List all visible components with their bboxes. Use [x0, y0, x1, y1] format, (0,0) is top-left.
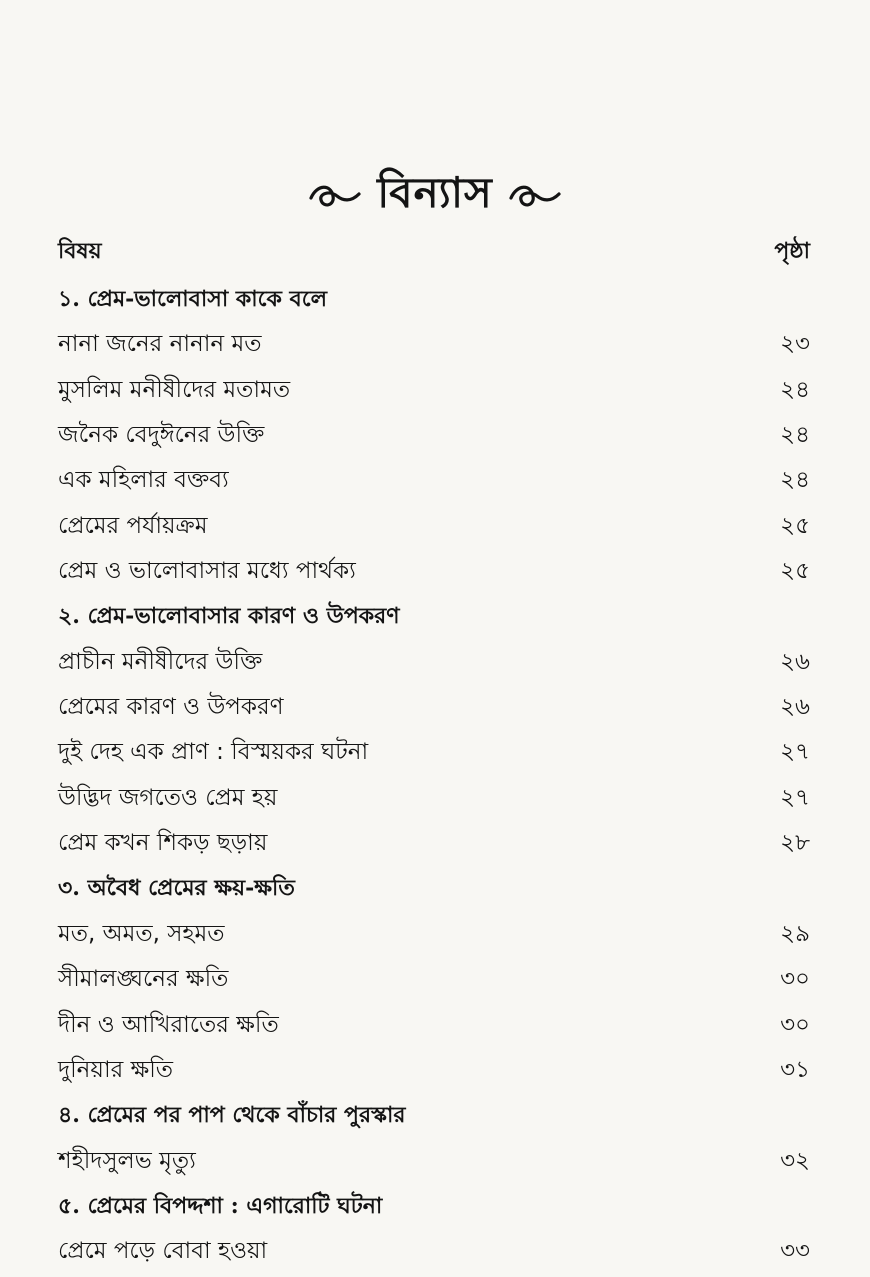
entry-title: দুনিয়ার ক্ষতি	[58, 1056, 174, 1083]
entry-title: এক মহিলার বক্তব্য	[58, 467, 229, 494]
entry-title: প্রেমের পর্যায়ক্রম	[58, 512, 208, 539]
page-number: ২৪	[780, 467, 810, 494]
entry-title: সীমালঙ্ঘনের ক্ষতি	[58, 966, 229, 993]
page-number: ২৪	[780, 376, 810, 403]
column-header	[58, 234, 810, 264]
entry-title: প্রাচীন মনীষীদের উক্তি	[58, 648, 263, 675]
chapter-heading	[58, 1095, 810, 1140]
toc-entry	[58, 506, 810, 551]
toc-entry	[58, 732, 810, 777]
toc-entry	[58, 642, 810, 687]
topic-column-label: বিষয়	[58, 239, 102, 264]
page-number: ২৫	[780, 512, 810, 539]
toc-entry	[58, 1231, 810, 1276]
chapter-title: ৩. অবৈধ প্রেমের ক্ষয়-ক্ষতি	[58, 875, 295, 902]
entry-title: প্রেম কখন শিকড় ছড়ায়	[58, 830, 268, 857]
page-number: ২৫	[780, 558, 810, 585]
page-number: ২৬	[780, 694, 810, 721]
toc-list	[58, 279, 810, 1277]
entry-title: শহীদসুলভ মৃত্যু	[58, 1147, 196, 1174]
toc-entry	[58, 460, 810, 505]
toc-entry	[58, 1141, 810, 1186]
chapter-title: ৪. প্রেমের পর পাপ থেকে বাঁচার পুরস্কার	[58, 1102, 406, 1129]
toc-entry	[58, 1005, 810, 1050]
entry-title: নানা জনের নানান মত	[58, 331, 262, 358]
title-row	[0, 160, 870, 231]
toc-entry	[58, 778, 810, 823]
left-flourish-icon	[307, 176, 363, 216]
entry-title: মত, অমত, সহমত	[58, 920, 225, 947]
page-number: ৩২	[780, 1147, 810, 1174]
page-number: ২৩	[780, 331, 810, 358]
toc-entry	[58, 687, 810, 732]
toc-entry	[58, 551, 810, 596]
page-number: ২৭	[780, 739, 810, 766]
page-number: ২৪	[780, 422, 810, 449]
entry-title: দীন ও আখিরাতের ক্ষতি	[58, 1011, 279, 1038]
chapter-title: ১. প্রেম-ভালোবাসা কাকে বলে	[58, 286, 328, 312]
page-number: ২৮	[780, 830, 810, 857]
toc-entry	[58, 370, 810, 415]
entry-title: মুসলিম মনীষীদের মতামত	[58, 376, 291, 403]
entry-title: প্রেমের কারণ ও উপকরণ	[58, 694, 284, 721]
entry-title: প্রেম ও ভালোবাসার মধ্যে পার্থক্য	[58, 558, 356, 585]
chapter-heading	[58, 279, 810, 324]
chapter-title: ৫. প্রেমের বিপদ্দশা : এগারোটি ঘটনা	[58, 1192, 383, 1219]
page-title: বিন্যাস	[377, 168, 493, 217]
page-number: ২৬	[780, 648, 810, 675]
toc-entry	[58, 1050, 810, 1095]
entry-title: জনৈক বেদুঈনের উক্তি	[58, 422, 265, 449]
page-number: ২৯	[780, 920, 810, 947]
chapter-title: ২. প্রেম-ভালোবাসার কারণ ও উপকরণ	[58, 603, 400, 630]
toc-entry	[58, 823, 810, 868]
page-number: ৩০	[780, 966, 810, 993]
chapter-heading	[58, 1186, 810, 1231]
page-number: ৩৩	[780, 1238, 810, 1265]
page-number: ৩০	[780, 1011, 810, 1038]
right-flourish-icon	[507, 176, 563, 216]
page-column-label: পৃষ্ঠা	[774, 239, 810, 264]
page-number: ৩১	[780, 1056, 810, 1083]
page-number: ২৭	[780, 784, 810, 811]
toc-entry	[58, 959, 810, 1004]
entry-title: উদ্ভিদ জগতেও প্রেম হয়	[58, 784, 278, 811]
toc-entry	[58, 324, 810, 369]
toc-entry	[58, 914, 810, 959]
entry-title: দুই দেহ এক প্রাণ : বিস্ময়কর ঘটনা	[58, 739, 369, 766]
entry-title: প্রেমে পড়ে বোবা হওয়া	[58, 1238, 268, 1265]
chapter-heading	[58, 596, 810, 641]
toc-entry	[58, 415, 810, 460]
chapter-heading	[58, 868, 810, 913]
